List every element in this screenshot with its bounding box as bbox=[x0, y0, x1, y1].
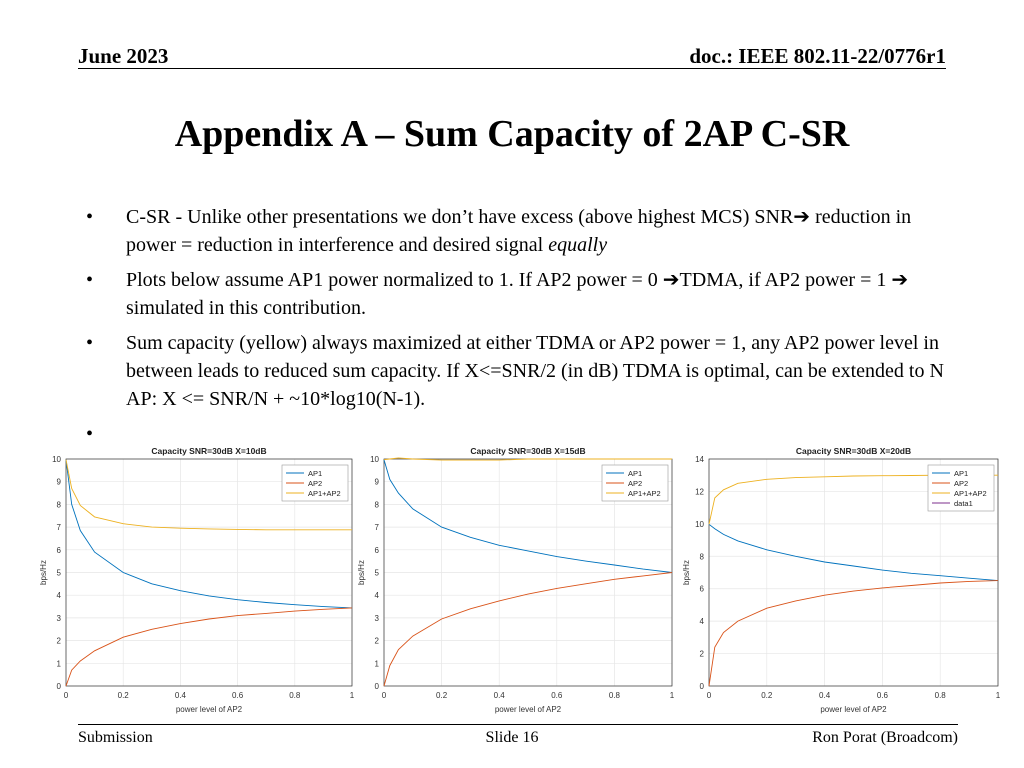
y-tick-label: 2 bbox=[374, 636, 379, 646]
y-tick-label: 7 bbox=[374, 523, 379, 533]
x-tick-label: 0.4 bbox=[493, 691, 505, 700]
bullet-item bbox=[86, 266, 946, 322]
x-tick-label: 0.4 bbox=[819, 691, 831, 700]
legend-label: AP2 bbox=[628, 479, 643, 488]
legend-label: AP1 bbox=[628, 469, 643, 478]
y-tick-label: 5 bbox=[374, 568, 379, 578]
bullet-item bbox=[86, 329, 946, 413]
chart-title: Capacity SNR=30dB X=15dB bbox=[470, 446, 586, 456]
footer-submission: Submission bbox=[78, 729, 153, 746]
y-axis-label: bps/Hz bbox=[357, 560, 366, 585]
y-tick-label: 5 bbox=[56, 568, 61, 578]
x-tick-label: 1 bbox=[349, 691, 355, 700]
legend-label: AP1+AP2 bbox=[628, 489, 661, 498]
y-tick-label: 10 bbox=[695, 519, 704, 529]
x-axis-label: power level of AP2 bbox=[175, 705, 243, 714]
legend-label: AP1+AP2 bbox=[954, 489, 987, 498]
x-tick-label: 0.8 bbox=[934, 691, 946, 700]
x-tick-label: 0.6 bbox=[232, 691, 244, 700]
legend-label: AP2 bbox=[954, 479, 969, 488]
x-tick-label: 0.2 bbox=[117, 691, 129, 700]
y-tick-label: 10 bbox=[52, 455, 61, 464]
footer-slide-number: Slide 16 bbox=[485, 729, 539, 746]
y-tick-label: 4 bbox=[699, 617, 704, 627]
y-tick-label: 8 bbox=[699, 552, 704, 562]
x-tick-label: 0.2 bbox=[436, 691, 448, 700]
y-tick-label: 3 bbox=[56, 613, 61, 623]
header-divider bbox=[78, 68, 946, 69]
x-tick-label: 0 bbox=[706, 691, 712, 700]
bullet-text: Plots below assume AP1 power normalized to 1. If AP2 power = 0 ➔TDMA, if AP2 power = 1 ➔ simulated in this contribution. bbox=[126, 269, 909, 319]
header-doc-id: doc.: IEEE 802.11-22/0776r1 bbox=[689, 44, 946, 68]
x-axis-label: power level of AP2 bbox=[820, 705, 887, 714]
y-tick-label: 10 bbox=[370, 455, 379, 464]
x-tick-label: 1 bbox=[995, 691, 1001, 700]
capacity-chart-x20 bbox=[680, 443, 1006, 719]
x-tick-label: 0.4 bbox=[174, 691, 186, 700]
x-tick-label: 0 bbox=[381, 691, 387, 700]
y-tick-label: 0 bbox=[374, 682, 379, 691]
legend-label: AP1 bbox=[954, 469, 969, 478]
bullet-dot: • bbox=[86, 206, 94, 228]
bullet-list bbox=[86, 203, 946, 445]
y-tick-label: 14 bbox=[695, 455, 704, 464]
x-axis-label: power level of AP2 bbox=[494, 705, 562, 714]
y-tick-label: 3 bbox=[374, 613, 379, 623]
y-tick-label: 1 bbox=[56, 659, 61, 669]
x-tick-label: 0.6 bbox=[876, 691, 888, 700]
x-tick-label: 0.8 bbox=[608, 691, 620, 700]
legend-label: AP1+AP2 bbox=[308, 489, 341, 498]
footer-divider bbox=[78, 724, 958, 725]
capacity-chart-x10 bbox=[36, 443, 358, 719]
chart-title: Capacity SNR=30dB X=20dB bbox=[795, 446, 912, 456]
y-tick-label: 6 bbox=[374, 545, 379, 555]
legend-label: AP2 bbox=[308, 479, 323, 488]
y-tick-label: 8 bbox=[56, 500, 61, 510]
capacity-chart-x15 bbox=[356, 443, 678, 719]
legend-label: data1 bbox=[954, 499, 973, 508]
bullet-dot: • bbox=[86, 332, 94, 354]
y-axis-label: bps/Hz bbox=[682, 560, 691, 585]
y-tick-label: 12 bbox=[695, 487, 704, 497]
x-tick-label: 0 bbox=[63, 691, 69, 700]
y-tick-label: 9 bbox=[374, 477, 379, 487]
y-tick-label: 8 bbox=[374, 500, 379, 510]
x-tick-label: 0.2 bbox=[761, 691, 773, 700]
y-tick-label: 9 bbox=[56, 477, 61, 487]
y-axis-label: bps/Hz bbox=[39, 560, 48, 585]
x-tick-label: 0.6 bbox=[551, 691, 563, 700]
y-tick-label: 7 bbox=[56, 523, 61, 533]
bullet-text: Sum capacity (yellow) always maximized at either TDMA or AP2 power = 1, any AP2 power level in between leads to reduced sum capacity. If X<=SNR/2 (in dB) TDMA is optimal, can be extended to N AP: X <= SNR/N + ~10*log10(N-1). bbox=[126, 332, 944, 410]
y-tick-label: 4 bbox=[56, 591, 61, 601]
y-tick-label: 0 bbox=[56, 682, 61, 691]
x-tick-label: 0.8 bbox=[289, 691, 301, 700]
y-tick-label: 4 bbox=[374, 591, 379, 601]
bullet-text-italic: equally bbox=[548, 234, 608, 256]
slide-title: Appendix A – Sum Capacity of 2AP C-SR bbox=[174, 113, 850, 155]
x-tick-label: 1 bbox=[669, 691, 675, 700]
bullet-dot: • bbox=[86, 269, 94, 291]
bullet-dot: • bbox=[86, 423, 94, 445]
y-tick-label: 6 bbox=[699, 584, 704, 594]
y-tick-label: 6 bbox=[56, 545, 61, 555]
y-tick-label: 2 bbox=[56, 636, 61, 646]
y-tick-label: 2 bbox=[699, 649, 704, 659]
bullet-text: C-SR - Unlike other presentations we don’t have excess (above highest MCS) SNR➔ reduction in power = reduction in interference and desired signal bbox=[126, 206, 912, 256]
chart-title: Capacity SNR=30dB X=10dB bbox=[151, 446, 267, 456]
bullet-item bbox=[86, 203, 946, 259]
y-tick-label: 1 bbox=[374, 659, 379, 669]
header-date: June 2023 bbox=[78, 44, 169, 68]
legend-label: AP1 bbox=[308, 469, 323, 478]
y-tick-label: 0 bbox=[699, 682, 704, 691]
footer-author: Ron Porat (Broadcom) bbox=[812, 729, 958, 746]
